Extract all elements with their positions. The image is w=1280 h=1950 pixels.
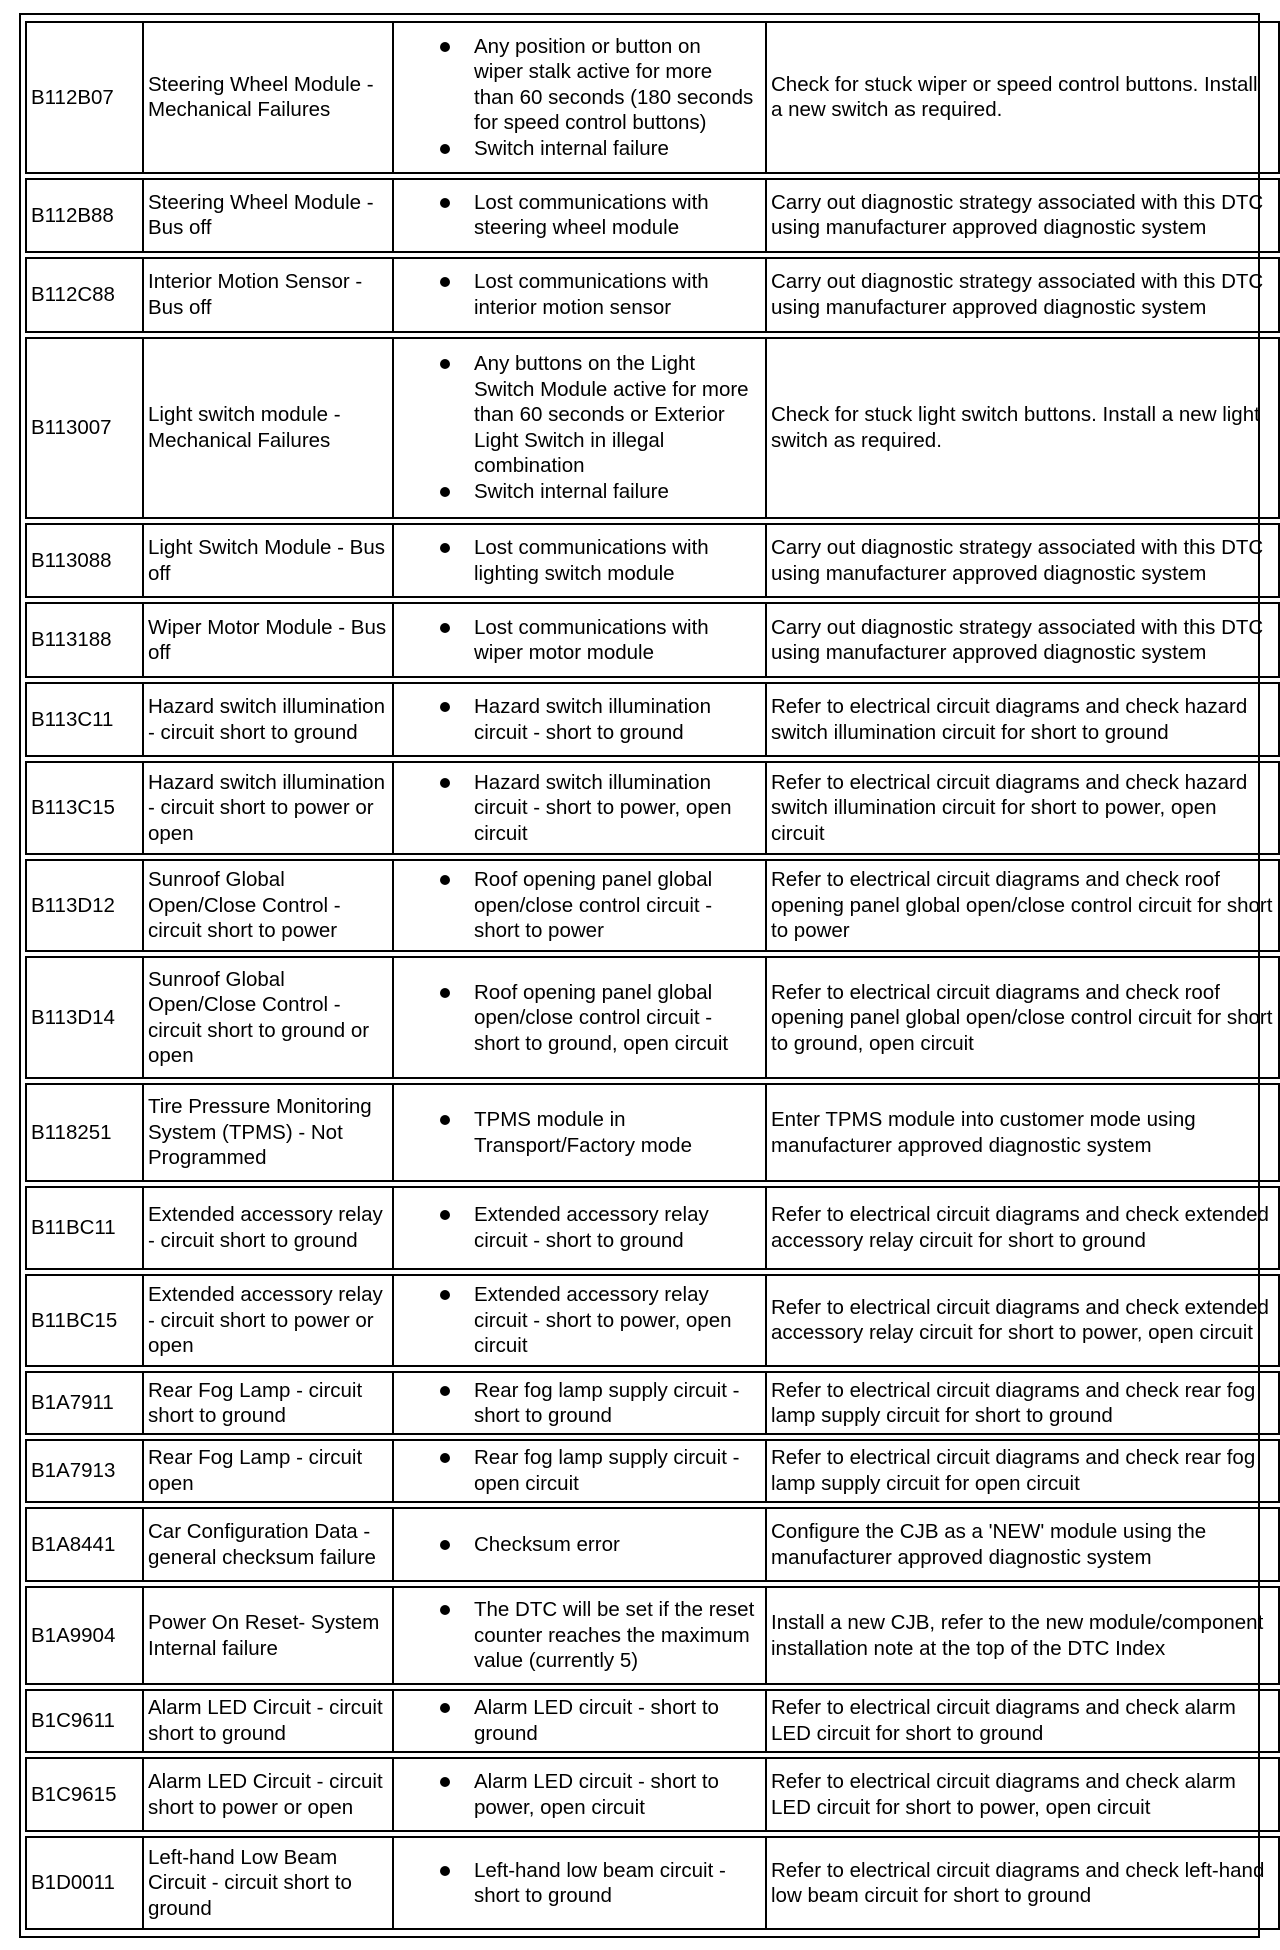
condition-list	[398, 615, 761, 666]
dtc-action: Refer to electrical circuit diagrams and check rear fog lamp supply circuit for open circuit	[767, 1439, 1280, 1503]
bullet-icon	[440, 42, 450, 52]
table-row	[25, 1083, 1280, 1182]
condition-item	[398, 136, 761, 162]
dtc-description: Sunroof Global Open/Close Control - circuit short to ground or open	[144, 956, 394, 1079]
condition-text: Extended accessory relay circuit - short to power, open circuit	[474, 1283, 732, 1358]
dtc-code: B113C15	[25, 761, 144, 854]
dtc-description: Extended accessory relay - circuit short to power or open	[144, 1274, 394, 1367]
dtc-conditions	[394, 761, 767, 854]
bullet-icon	[440, 1453, 450, 1463]
condition-list	[398, 1597, 761, 1674]
dtc-conditions	[394, 859, 767, 952]
condition-text: Lost communications with steering wheel module	[474, 190, 709, 240]
table-row	[25, 761, 1280, 854]
table-row	[25, 178, 1280, 253]
condition-list	[398, 1107, 761, 1158]
dtc-action: Carry out diagnostic strategy associated with this DTC using manufacturer approved diagnostic system	[767, 178, 1280, 253]
dtc-code: B113C11	[25, 682, 144, 757]
bullet-icon	[440, 1210, 450, 1220]
table-row	[25, 337, 1280, 519]
dtc-code: B1A9904	[25, 1586, 144, 1685]
dtc-description: Power On Reset- System Internal failure	[144, 1586, 394, 1685]
dtc-code: B1C9611	[25, 1689, 144, 1753]
dtc-action: Refer to electrical circuit diagrams and check alarm LED circuit for short to ground	[767, 1689, 1280, 1753]
dtc-code: B112C88	[25, 257, 144, 332]
condition-list	[398, 1202, 761, 1253]
bullet-icon	[440, 198, 450, 208]
condition-list	[398, 269, 761, 320]
dtc-table	[25, 17, 1280, 1934]
condition-item	[398, 1769, 761, 1820]
dtc-description: Steering Wheel Module - Bus off	[144, 178, 394, 253]
condition-item	[398, 1378, 761, 1429]
condition-text: TPMS module in Transport/Factory mode	[474, 1108, 692, 1157]
dtc-code: B11BC11	[25, 1186, 144, 1270]
condition-text: The DTC will be set if the reset counter reaches the maximum value (currently 5)	[474, 1598, 755, 1673]
bullet-icon	[440, 702, 450, 712]
condition-text: Lost communications with interior motion sensor	[474, 270, 709, 319]
dtc-action: Refer to electrical circuit diagrams and check rear fog lamp supply circuit for short to ground	[767, 1371, 1280, 1435]
dtc-code: B113D12	[25, 859, 144, 952]
condition-text: Rear fog lamp supply circuit - short to ground	[474, 1378, 740, 1428]
condition-item	[398, 1597, 761, 1674]
table-row	[25, 859, 1280, 952]
dtc-code: B118251	[25, 1083, 144, 1182]
dtc-description: Sunroof Global Open/Close Control - circuit short to power	[144, 859, 394, 952]
dtc-description: Extended accessory relay - circuit short to ground	[144, 1186, 394, 1270]
dtc-code: B1A7911	[25, 1371, 144, 1435]
table-row	[25, 1371, 1280, 1435]
condition-item	[398, 694, 761, 745]
condition-list	[398, 1282, 761, 1359]
dtc-description: Light switch module - Mechanical Failures	[144, 337, 394, 519]
dtc-code: B11BC15	[25, 1274, 144, 1367]
bullet-icon	[440, 1866, 450, 1876]
condition-item	[398, 34, 761, 136]
condition-text: Roof opening panel global open/close control circuit - short to power	[474, 868, 713, 943]
dtc-description: Rear Fog Lamp - circuit open	[144, 1439, 394, 1503]
dtc-conditions	[394, 1274, 767, 1367]
condition-text: Any buttons on the Light Switch Module active for more than 60 seconds or Exterior Light Switch in illegal combination	[474, 352, 749, 478]
dtc-description: Alarm LED Circuit - circuit short to ground	[144, 1689, 394, 1753]
dtc-conditions	[394, 337, 767, 519]
bullet-icon	[440, 623, 450, 633]
table-row	[25, 682, 1280, 757]
dtc-conditions	[394, 523, 767, 598]
table-row	[25, 956, 1280, 1079]
condition-list	[398, 1445, 761, 1496]
bullet-icon	[440, 543, 450, 553]
condition-list	[398, 694, 761, 745]
table-row	[25, 1689, 1280, 1753]
condition-list	[398, 980, 761, 1057]
dtc-code: B1A7913	[25, 1439, 144, 1503]
dtc-conditions	[394, 1507, 767, 1582]
dtc-code: B113D14	[25, 956, 144, 1079]
condition-list	[398, 34, 761, 162]
condition-item	[398, 1532, 761, 1558]
condition-item	[398, 1282, 761, 1359]
condition-text: Switch internal failure	[474, 479, 669, 503]
table-row	[25, 1757, 1280, 1832]
dtc-description: Wiper Motor Module - Bus off	[144, 602, 394, 677]
dtc-action: Refer to electrical circuit diagrams and check hazard switch illumination circuit for short to power, open circuit	[767, 761, 1280, 854]
bullet-icon	[440, 1115, 450, 1125]
table-row	[25, 1439, 1280, 1503]
condition-list	[398, 1695, 761, 1746]
condition-item	[398, 479, 761, 505]
condition-item	[398, 351, 761, 479]
bullet-icon	[440, 359, 450, 369]
condition-text: Alarm LED circuit - short to power, open circuit	[474, 1770, 719, 1819]
table-row	[25, 602, 1280, 677]
dtc-action: Refer to electrical circuit diagrams and check alarm LED circuit for short to power, open circuit	[767, 1757, 1280, 1832]
condition-item	[398, 1695, 761, 1746]
dtc-description: Interior Motion Sensor - Bus off	[144, 257, 394, 332]
condition-list	[398, 1378, 761, 1429]
dtc-conditions	[394, 1689, 767, 1753]
bullet-icon	[440, 875, 450, 885]
dtc-description: Alarm LED Circuit - circuit short to power or open	[144, 1757, 394, 1832]
condition-list	[398, 351, 761, 504]
condition-list	[398, 770, 761, 847]
condition-text: Left-hand low beam circuit - short to ground	[474, 1858, 726, 1908]
dtc-action: Carry out diagnostic strategy associated with this DTC using manufacturer approved diagnostic system	[767, 523, 1280, 598]
bullet-icon	[440, 277, 450, 287]
table-row	[25, 21, 1280, 174]
condition-list	[398, 1532, 761, 1558]
condition-item	[398, 867, 761, 944]
dtc-action: Carry out diagnostic strategy associated with this DTC using manufacturer approved diagnostic system	[767, 602, 1280, 677]
condition-item	[398, 770, 761, 847]
condition-item	[398, 1202, 761, 1253]
dtc-action: Refer to electrical circuit diagrams and check extended accessory relay circuit for short to ground	[767, 1186, 1280, 1270]
dtc-action: Refer to electrical circuit diagrams and check extended accessory relay circuit for short to power, open circuit	[767, 1274, 1280, 1367]
condition-text: Hazard switch illumination circuit - short to ground	[474, 695, 711, 744]
dtc-code: B112B88	[25, 178, 144, 253]
dtc-conditions	[394, 178, 767, 253]
condition-list	[398, 535, 761, 586]
condition-item	[398, 980, 761, 1057]
dtc-action: Enter TPMS module into customer mode using manufacturer approved diagnostic system	[767, 1083, 1280, 1182]
dtc-code: B113007	[25, 337, 144, 519]
bullet-icon	[440, 487, 450, 497]
dtc-action: Check for stuck wiper or speed control buttons. Install a new switch as required.	[767, 21, 1280, 174]
condition-text: Extended accessory relay circuit - short to ground	[474, 1203, 709, 1252]
condition-text: Alarm LED circuit - short to ground	[474, 1696, 719, 1745]
dtc-code: B113188	[25, 602, 144, 677]
condition-item	[398, 615, 761, 666]
condition-list	[398, 1769, 761, 1820]
condition-text: Any position or button on wiper stalk active for more than 60 seconds (180 seconds for speed control buttons)	[474, 34, 754, 135]
dtc-description: Rear Fog Lamp - circuit short to ground	[144, 1371, 394, 1435]
condition-text: Lost communications with wiper motor module	[474, 615, 709, 665]
condition-text: Checksum error	[474, 1532, 620, 1556]
dtc-table-body	[25, 21, 1280, 1930]
dtc-description: Tire Pressure Monitoring System (TPMS) - Not Programmed	[144, 1083, 394, 1182]
bullet-icon	[440, 988, 450, 998]
dtc-conditions	[394, 257, 767, 332]
table-row	[25, 523, 1280, 598]
bullet-icon	[440, 1605, 450, 1615]
bullet-icon	[440, 1777, 450, 1787]
dtc-action: Configure the CJB as a 'NEW' module using the manufacturer approved diagnostic system	[767, 1507, 1280, 1582]
condition-text: Switch internal failure	[474, 136, 669, 160]
condition-text: Rear fog lamp supply circuit - open circuit	[474, 1446, 740, 1495]
dtc-conditions	[394, 602, 767, 677]
dtc-conditions	[394, 956, 767, 1079]
bullet-icon	[440, 778, 450, 788]
dtc-conditions	[394, 1083, 767, 1182]
dtc-conditions	[394, 1586, 767, 1685]
bullet-icon	[440, 1386, 450, 1396]
dtc-conditions	[394, 1186, 767, 1270]
dtc-description: Hazard switch illumination - circuit short to power or open	[144, 761, 394, 854]
dtc-action: Install a new CJB, refer to the new module/component installation note at the top of the DTC Index	[767, 1586, 1280, 1685]
dtc-conditions	[394, 1371, 767, 1435]
condition-list	[398, 190, 761, 241]
condition-text: Lost communications with lighting switch module	[474, 536, 709, 585]
dtc-conditions	[394, 1439, 767, 1503]
condition-item	[398, 1858, 761, 1909]
dtc-conditions	[394, 1757, 767, 1832]
dtc-description: Left-hand Low Beam Circuit - circuit short to ground	[144, 1836, 394, 1930]
dtc-conditions	[394, 1836, 767, 1930]
table-row	[25, 257, 1280, 332]
condition-text: Hazard switch illumination circuit - short to power, open circuit	[474, 770, 732, 845]
condition-item	[398, 190, 761, 241]
dtc-code: B1D0011	[25, 1836, 144, 1930]
table-row	[25, 1586, 1280, 1685]
dtc-code: B113088	[25, 523, 144, 598]
condition-item	[398, 269, 761, 320]
dtc-code: B1C9615	[25, 1757, 144, 1832]
bullet-icon	[440, 144, 450, 154]
dtc-code: B1A8441	[25, 1507, 144, 1582]
table-row	[25, 1274, 1280, 1367]
dtc-description: Hazard switch illumination - circuit short to ground	[144, 682, 394, 757]
condition-item	[398, 1445, 761, 1496]
dtc-action: Refer to electrical circuit diagrams and check left-hand low beam circuit for short to ground	[767, 1836, 1280, 1930]
bullet-icon	[440, 1290, 450, 1300]
dtc-action: Refer to electrical circuit diagrams and check hazard switch illumination circuit for short to ground	[767, 682, 1280, 757]
dtc-conditions	[394, 682, 767, 757]
dtc-action: Refer to electrical circuit diagrams and check roof opening panel global open/close control circuit for short to ground, open circuit	[767, 956, 1280, 1079]
dtc-code: B112B07	[25, 21, 144, 174]
table-row	[25, 1186, 1280, 1270]
table-row	[25, 1836, 1280, 1930]
dtc-description: Light Switch Module - Bus off	[144, 523, 394, 598]
condition-item	[398, 1107, 761, 1158]
dtc-action: Carry out diagnostic strategy associated with this DTC using manufacturer approved diagnostic system	[767, 257, 1280, 332]
condition-list	[398, 1858, 761, 1909]
condition-item	[398, 535, 761, 586]
table-row	[25, 1507, 1280, 1582]
bullet-icon	[440, 1540, 450, 1550]
condition-list	[398, 867, 761, 944]
condition-text: Roof opening panel global open/close control circuit - short to ground, open circuit	[474, 980, 729, 1055]
dtc-description: Car Configuration Data - general checksum failure	[144, 1507, 394, 1582]
dtc-action: Refer to electrical circuit diagrams and check roof opening panel global open/close control circuit for short to power	[767, 859, 1280, 952]
dtc-action: Check for stuck light switch buttons. Install a new light switch as required.	[767, 337, 1280, 519]
dtc-table-frame	[19, 13, 1273, 1938]
dtc-conditions	[394, 21, 767, 174]
dtc-description: Steering Wheel Module - Mechanical Failures	[144, 21, 394, 174]
bullet-icon	[440, 1703, 450, 1713]
